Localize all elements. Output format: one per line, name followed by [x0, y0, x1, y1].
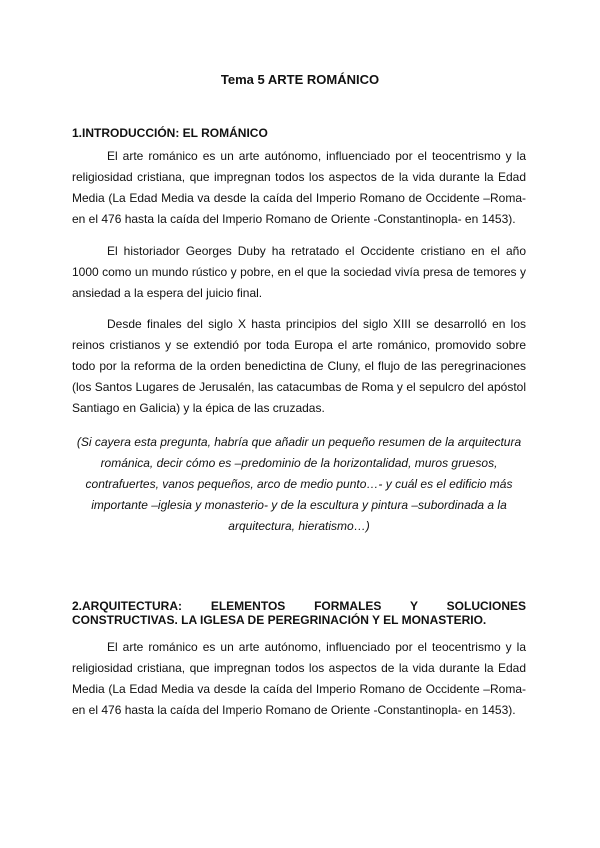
- document-title: Tema 5 ARTE ROMÁNICO: [220, 72, 380, 87]
- section-heading-introduccion: 1.INTRODUCCIÓN: EL ROMÁNICO: [72, 126, 268, 140]
- paragraph: Desde finales del siglo X hasta principios del siglo XIII se desarrolló en los reinos cristianos y se extendió por toda Europa el arte románico, promovido sobre todo por la reforma de la orden benedictina de Cluny, el flujo de las peregrinaciones (los Santos Lugares de Jerusalén, las catacumbas de Roma y el sepulcro del apóstol Santiago en Galicia) y la épica de las cruzadas.: [72, 317, 526, 415]
- paragraph: El arte románico es un arte autónomo, influenciado por el teocentrismo y la religiosidad cristiana, que impregnan todos los aspectos de la vida durante la Edad Media (La Edad Media va desde la caída del Imperio Romano de Occidente –Roma- en el 476 hasta la caída del Imperio Romano de Oriente -Constantinopla- en 1453).: [72, 149, 526, 226]
- paragraph: El historiador Georges Duby ha retratado el Occidente cristiano en el año 1000 como un mundo rústico y pobre, en el que la sociedad vivía presa de temores y ansiedad a la espera del juicio final.: [72, 244, 526, 300]
- section-heading-arquitectura: 2.ARQUITECTURA: ELEMENTOS FORMALES Y SOLUCIONES CONSTRUCTIVAS. LA IGLESA DE PEREGRINACIÓN Y EL MONASTERIO.: [72, 599, 526, 627]
- italic-note: (Si cayera esta pregunta, habría que añadir un pequeño resumen de la arquitectura románica, decir cómo es –predominio de la horizontalidad, muros gruesos, contrafuertes, vanos pequeños, arco de medio punto…- y cuál es el edificio más importante –iglesia y monasterio- y de la escultura y pintura –subordinada a la arquitectura, hieratismo…): [76, 435, 522, 533]
- paragraph: El arte románico es un arte autónomo, influenciado por el teocentrismo y la religiosidad cristiana, que impregnan todos los aspectos de la vida durante la Edad Media (La Edad Media va desde la caída del Imperio Romano de Occidente –Roma- en el 476 hasta la caída del Imperio Romano de Oriente -Constantinopla- en 1453).: [72, 640, 526, 717]
